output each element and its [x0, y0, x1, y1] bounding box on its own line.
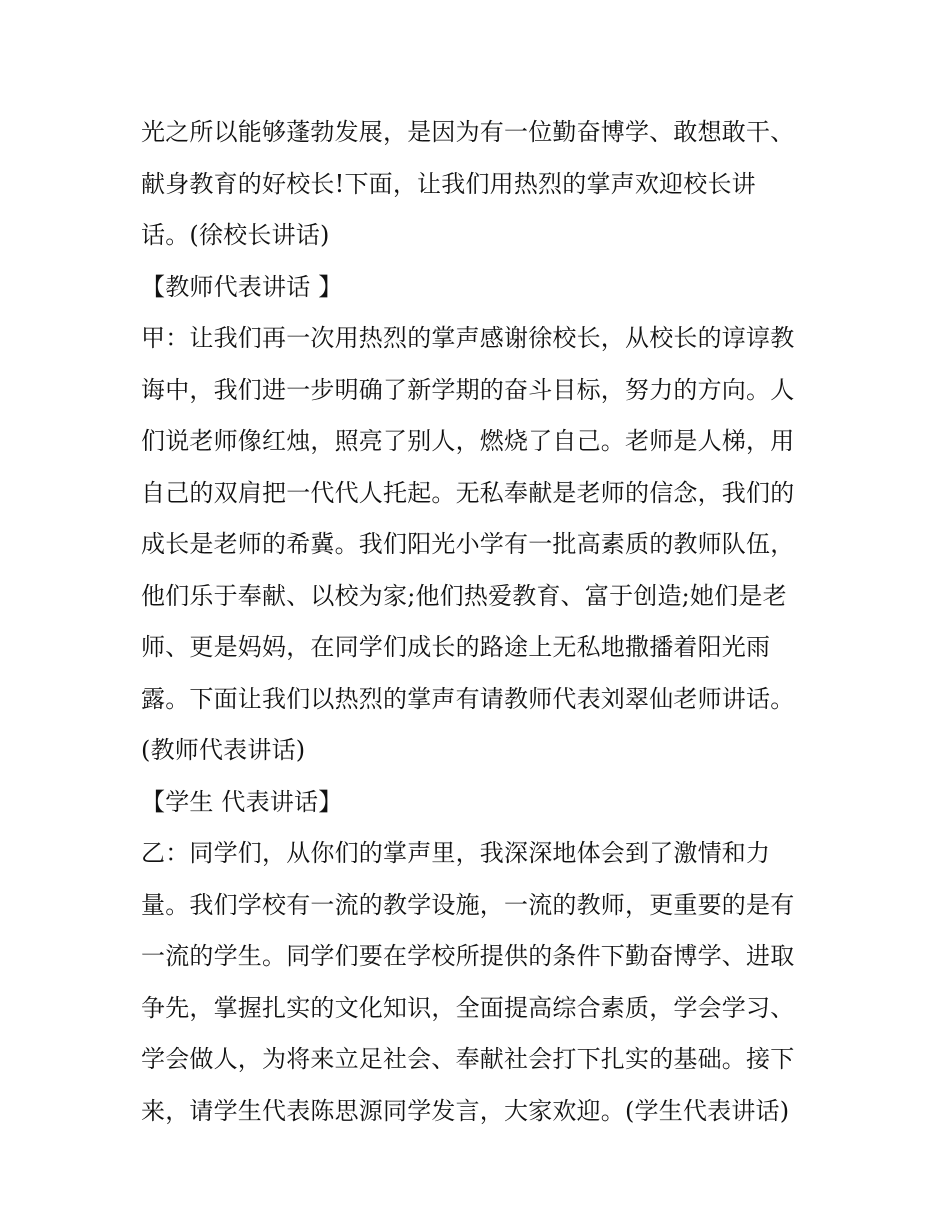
text-line-13: (教师代表讲话) — [141, 736, 306, 764]
text-line-2: 献身教育的好校长!下面，让我们用热烈的掌声欢迎校长讲 — [141, 169, 756, 198]
text-line-11: 师、更是妈妈，在同学们成长的路途上无私地撒播着阳光雨 — [141, 633, 771, 661]
text-line-10: 他们乐于奉献、以校为家;他们热爱教育、富于创造;她们是老 — [141, 581, 787, 610]
text-line-8: 自己的双肩把一代代人托起。无私奉献是老师的信念，我们的 — [141, 478, 795, 507]
text-line-20: 来，请学生代表陈思源同学发言，大家欢迎。(学生代表讲话) — [141, 1096, 790, 1125]
text-line-1: 光之所以能够蓬勃发展，是因为有一位勤奋博学、敢想敢干、 — [141, 118, 795, 146]
section-heading-student-speech: 【学生 代表讲话】 — [141, 787, 343, 816]
text-line-5: 甲：让我们再一次用热烈的掌声感谢徐校长，从校长的谆谆教 — [141, 324, 795, 352]
text-line-3: 话。(徐校长讲话) — [141, 221, 330, 249]
text-line-16: 量。我们学校有一流的教学设施，一流的教师，更重要的是有 — [141, 890, 795, 919]
text-line-6: 诲中，我们进一步明确了新学期的奋斗目标，努力的方向。人 — [141, 375, 795, 404]
text-line-12: 露。下面让我们以热烈的掌声有请教师代表刘翠仙老师讲话。 — [141, 684, 795, 713]
text-line-15: 乙：同学们，从你们的掌声里，我深深地体会到了激情和力 — [141, 839, 771, 867]
text-line-9: 成长是老师的希冀。我们阳光小学有一批高素质的教师队伍， — [141, 530, 795, 558]
document-body — [141, 107, 821, 1137]
text-line-7: 们说老师像红烛，照亮了别人，燃烧了自己。老师是人梯，用 — [141, 427, 795, 455]
text-line-17: 一流的学生。同学们要在学校所提供的条件下勤奋博学、进取 — [141, 942, 795, 970]
section-heading-teacher-speech: 【教师代表讲话 】 — [141, 272, 343, 301]
text-line-18: 争先，掌握扎实的文化知识，全面提高综合素质，学会学习、 — [141, 993, 795, 1022]
text-line-19: 学会做人，为将来立足社会、奉献社会打下扎实的基础。接下 — [141, 1045, 795, 1073]
